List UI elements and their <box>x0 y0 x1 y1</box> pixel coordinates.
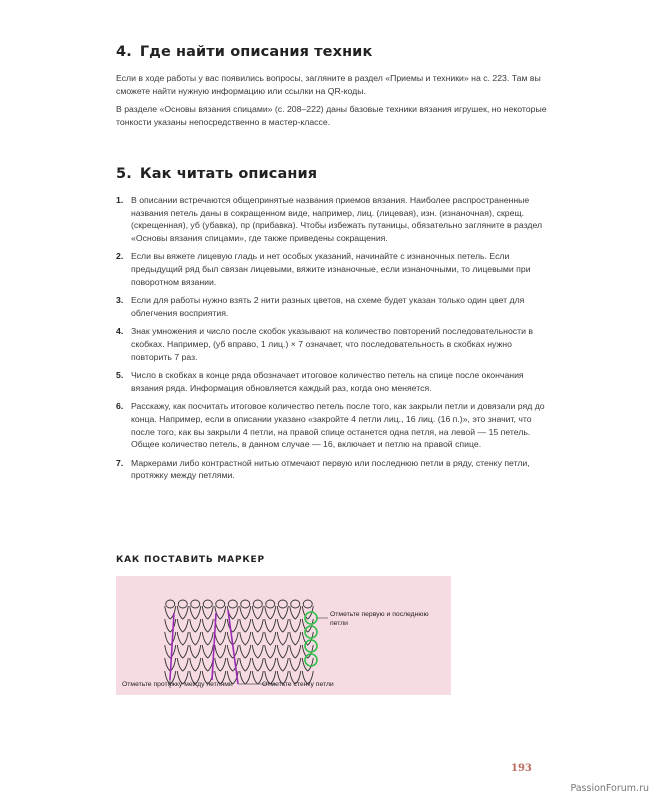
instructions-list <box>116 194 548 482</box>
list-item-text: Если для работы нужно взять 2 нити разных цветов, на схеме будет указан только один цвет для облегчения восприятия. <box>131 295 525 318</box>
knit-stitch <box>190 619 201 632</box>
list-item-number: 3. <box>116 295 124 306</box>
top-loop <box>191 600 200 608</box>
knit-stitch <box>277 658 288 671</box>
top-loop <box>278 600 287 608</box>
knit-stitch <box>265 632 276 645</box>
knit-stitch <box>177 632 188 645</box>
page-number: 193 <box>511 763 532 774</box>
knitting-illustration <box>116 576 451 695</box>
top-loop <box>303 600 312 608</box>
wall-marker <box>228 610 238 684</box>
list-item <box>116 369 548 394</box>
list-item <box>116 294 548 319</box>
knit-stitch <box>165 632 176 645</box>
list-item <box>116 194 548 244</box>
knit-stitch <box>202 619 213 632</box>
top-loop <box>178 600 187 608</box>
note-bar-between-loops: Отметьте протяжку между петлями <box>122 681 233 688</box>
knit-stitch <box>252 645 263 658</box>
list-item <box>116 400 548 450</box>
top-loop <box>266 600 275 608</box>
list-item-text: В описании встречаются общепринятые названия приемов вязания. Наиболее распространенные названия петель даны в сокращенном виде, например, лиц. (лицевая), изн. (изнаночная), скрещ. (скрещенная), уб (убавка), пр (прибавка). Чтобы избежать путаницы, обязательно загляните в раздел «Основы вязания спицами», где также приведены сокращения. <box>131 195 543 243</box>
list-item <box>116 457 548 482</box>
list-item-number: 5. <box>116 370 124 381</box>
top-loop <box>241 600 250 608</box>
list-item-number: 7. <box>116 457 124 468</box>
top-loop <box>291 600 300 608</box>
knit-stitch <box>252 632 263 645</box>
knit-stitch <box>165 645 176 658</box>
knit-stitch <box>177 658 188 671</box>
top-loop <box>216 600 225 608</box>
knit-stitch <box>202 658 213 671</box>
first-last-markers <box>305 612 317 666</box>
list-item-number: 1. <box>116 195 124 205</box>
knit-stitch <box>240 658 251 671</box>
list-item-text: Маркерами либо контрастной нитью отмечают первую или последнюю петли в ряду, стенку петли, протяжку между петлями. <box>131 457 530 481</box>
knit-stitch <box>277 645 288 658</box>
knit-stitch <box>277 619 288 632</box>
knit-stitch <box>290 619 301 632</box>
note-first-last-loops: Отметьте первую и последнюю петли <box>330 611 429 627</box>
section-4-paragraph: В разделе «Основы вязания спицами» (с. 208–222) даны базовые техники вязания игрушек, но некоторые тонкости указаны непосредственно в мастер-классе. <box>116 104 547 127</box>
section-5-heading <box>116 166 548 182</box>
knit-stitch <box>202 632 213 645</box>
knit-stitch <box>215 632 226 645</box>
knit-stitch <box>265 658 276 671</box>
section-5 <box>116 166 548 482</box>
marker-section-title: КАК ПОСТАВИТЬ МАРКЕР <box>116 555 265 565</box>
list-item-number: 6. <box>116 401 124 412</box>
knit-stitch <box>202 645 213 658</box>
knit-stitch <box>190 658 201 671</box>
section-4-paragraph: Если в ходе работы у вас появились вопросы, загляните в раздел «Приемы и техники» на с. 223. Там вы сможете найти нужную информацию или ссылки на QR-коды. <box>116 73 541 96</box>
knit-stitches <box>165 600 314 684</box>
knit-stitch <box>265 645 276 658</box>
section-5-number: 5. <box>116 166 132 182</box>
knit-stitch <box>252 658 263 671</box>
list-item-text: Число в скобках в конце ряда обозначает итоговое количество петель на спице после окончания вязания ряда. Информация обновляется каждый раз, когда оно меняется. <box>131 370 524 393</box>
section-5-title: Как читать описания <box>139 166 318 182</box>
knit-stitch <box>190 645 201 658</box>
section-4-title: Где найти описания техник <box>139 44 373 60</box>
knit-stitch <box>265 619 276 632</box>
knit-stitch <box>177 645 188 658</box>
knit-stitch <box>240 619 251 632</box>
knit-stitch <box>290 658 301 671</box>
knit-stitch <box>240 645 251 658</box>
top-loop <box>228 600 237 608</box>
top-loop <box>253 600 262 608</box>
list-item <box>116 325 548 363</box>
knit-stitch <box>290 645 301 658</box>
knit-stitch <box>240 632 251 645</box>
top-loop <box>203 600 212 608</box>
list-item <box>116 250 548 288</box>
note-loop-wall: Отметьте стенку петли <box>262 681 334 688</box>
top-loop <box>166 600 175 608</box>
knitting-diagram-panel <box>116 576 451 695</box>
knit-stitch <box>290 632 301 645</box>
section-4-number: 4. <box>116 44 132 60</box>
knit-stitch <box>215 645 226 658</box>
knit-stitch <box>177 619 188 632</box>
knit-stitch <box>215 658 226 671</box>
knit-stitch <box>252 619 263 632</box>
knit-stitch <box>215 619 226 632</box>
list-item-number: 4. <box>116 326 124 337</box>
section-4 <box>116 44 548 128</box>
watermark: PassionForum.ru <box>570 783 649 794</box>
list-item-number: 2. <box>116 251 124 262</box>
section-4-heading <box>116 44 548 60</box>
list-item-text: Если вы вяжете лицевую гладь и нет особых указаний, начинайте с изнаночных петель. Если предыдущий ряд был связан лицевыми, вяжите изнаночные, если изнаночными, то лицевыми при поворотном вязании. <box>131 251 531 287</box>
list-item-text: Расскажу, как посчитать итоговое количество петель после того, как закрыли петли и довязали ряд до конца. Например, если в описании указано «закройте 4 петли лиц., 16 лиц. (16 п.)», это значит, что после того, как вы закрыли 4 петли, на правой спице останется одна петля, на левой — 15 петель. Общее количество петель, в данном случае — 16, включает и петлю на правой спице. <box>131 401 545 450</box>
list-item-text: Знак умножения и число после скобок указывают на количество повторений последовательности в скобках. Например, (уб вправо, 1 лиц.) × 7 означает, что последовательность в скобках нужно повторить 7 раз. <box>131 326 534 362</box>
knit-stitch <box>190 632 201 645</box>
knit-stitch <box>277 632 288 645</box>
